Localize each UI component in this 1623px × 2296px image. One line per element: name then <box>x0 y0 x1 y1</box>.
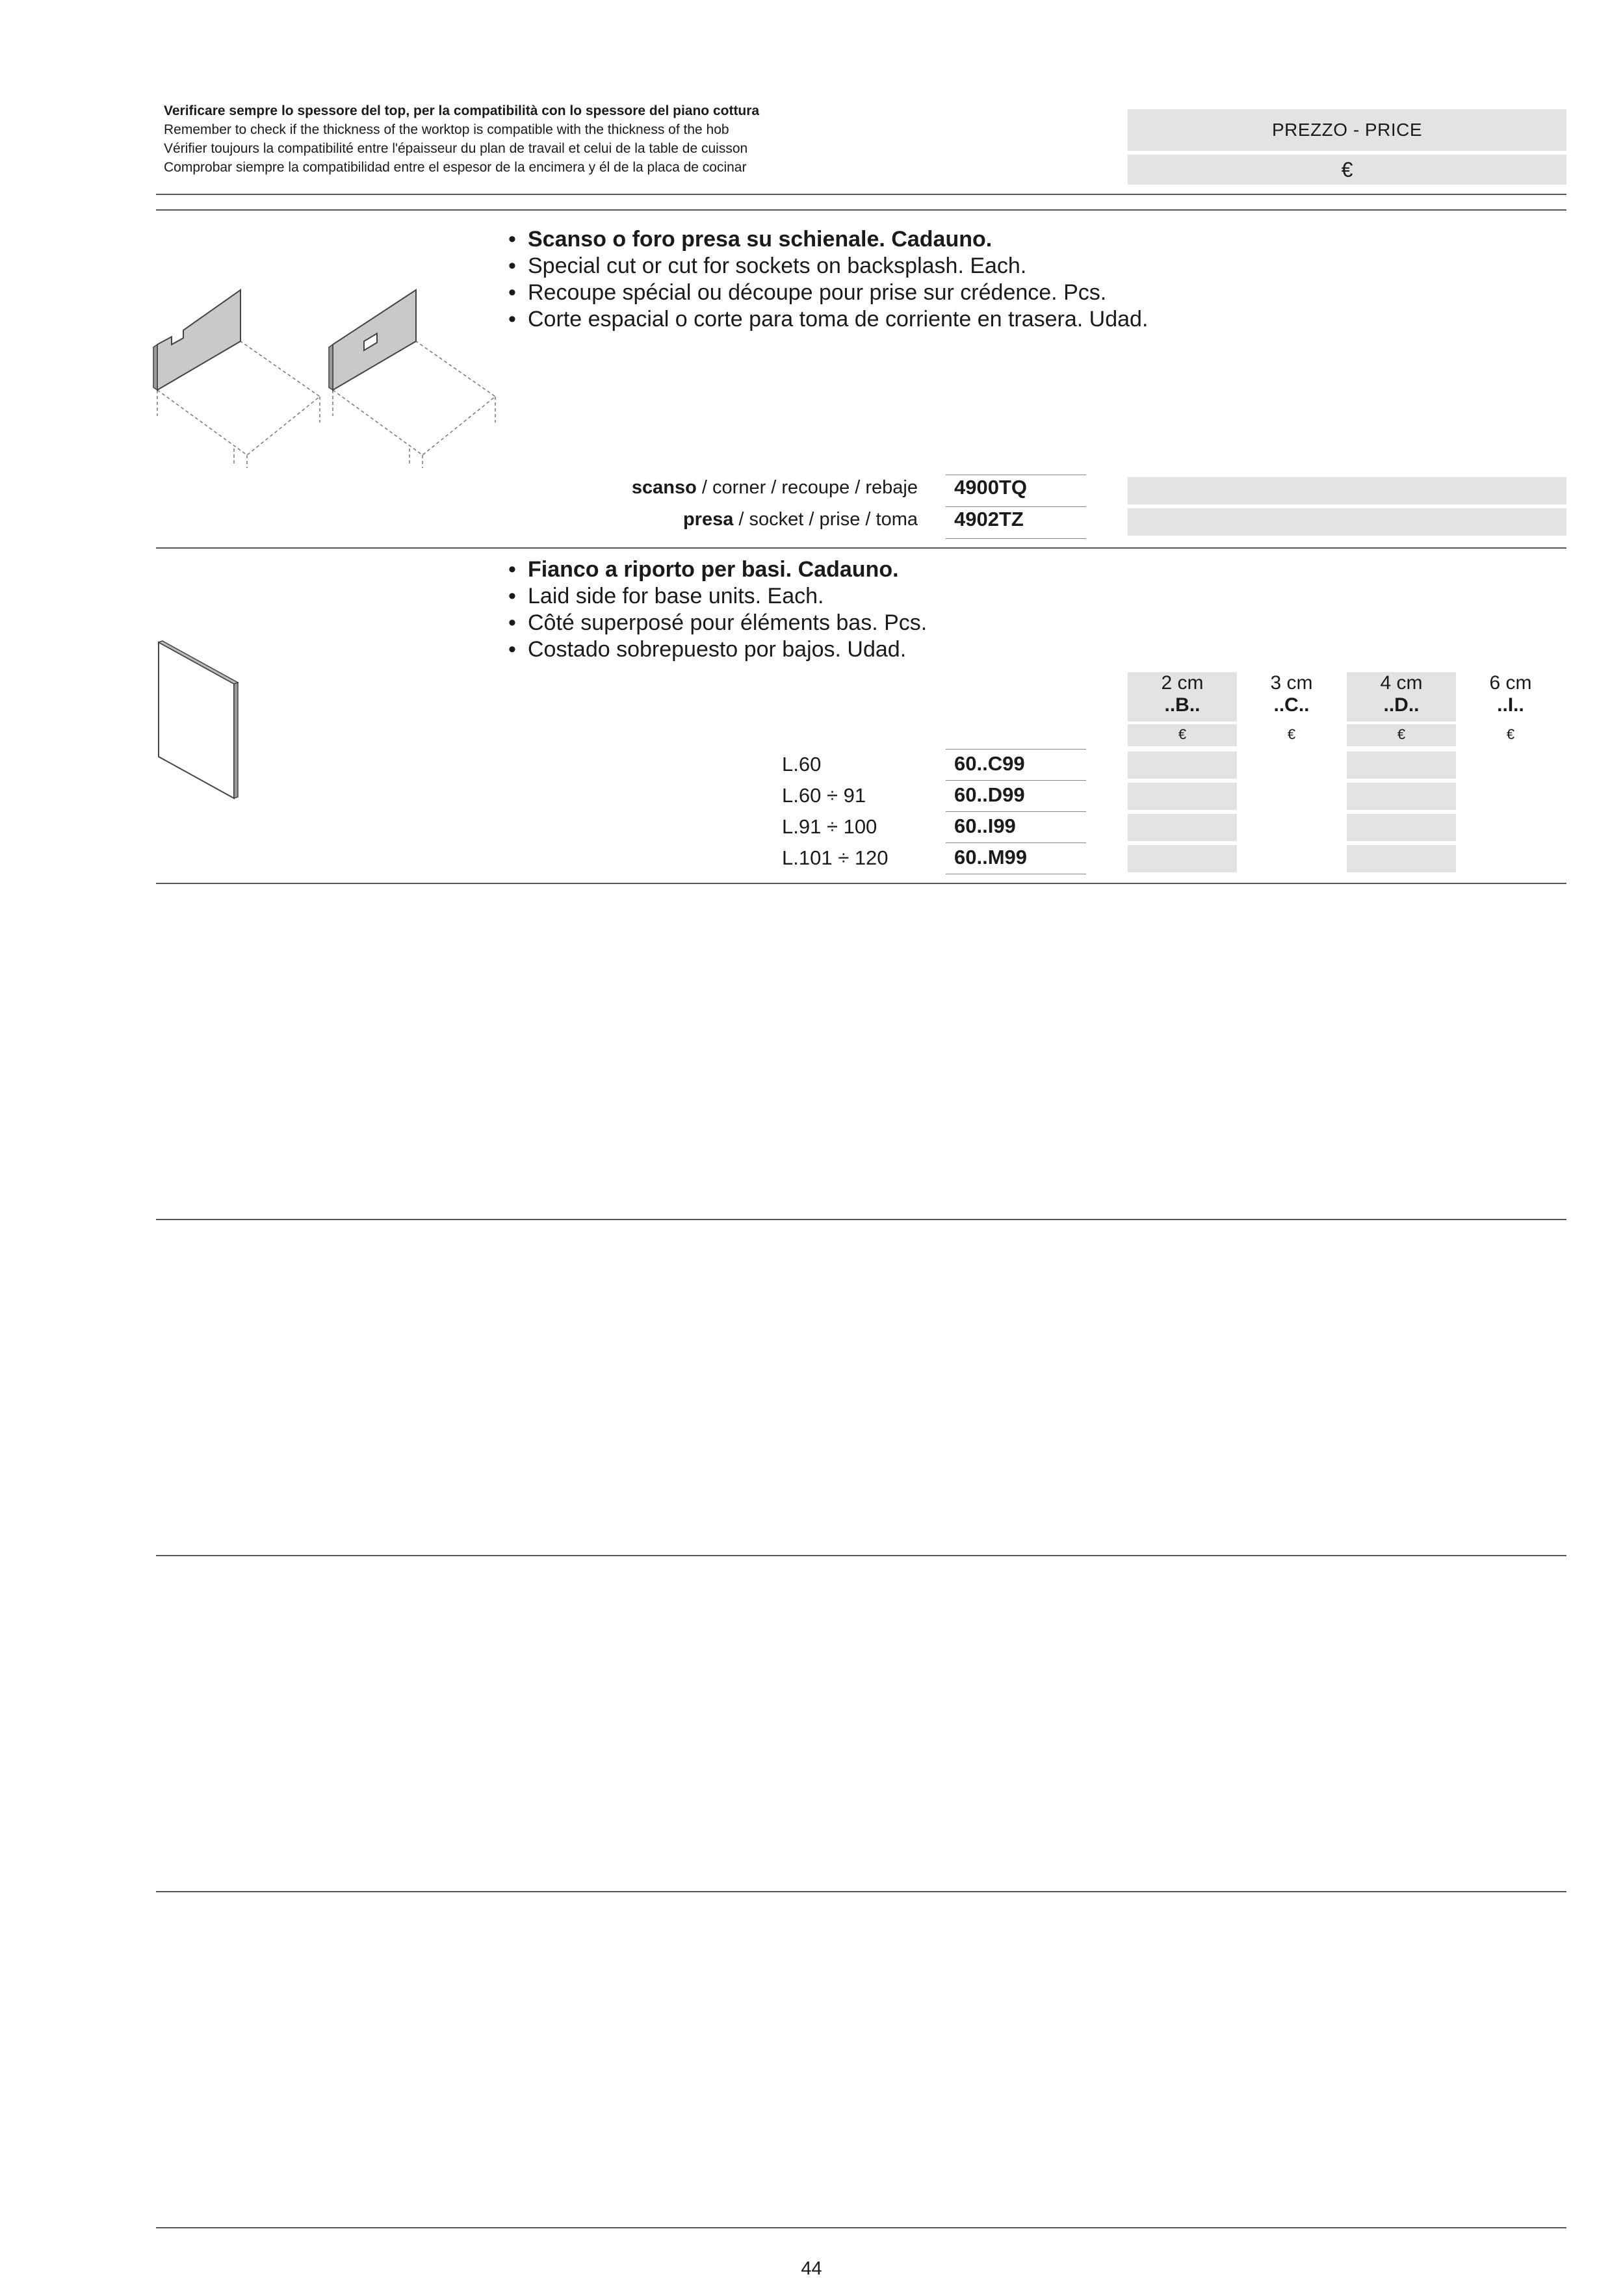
backsplash-cut-illustration <box>149 280 500 475</box>
section2-line-es: Costado sobrepuesto por bajos. Udad. <box>528 637 907 662</box>
price-cell <box>1128 508 1566 536</box>
section1-top-divider <box>156 209 1566 211</box>
section-divider <box>156 1219 1566 1220</box>
column-currency: € <box>1178 726 1187 742</box>
code-rule <box>946 749 1086 750</box>
table-row-label: L.101 ÷ 120 <box>782 846 889 869</box>
table-row-label: L.60 ÷ 91 <box>782 784 866 807</box>
price-cell <box>1128 477 1566 504</box>
thickness-notice <box>164 101 1009 177</box>
table-row-label: scanso / corner / recoupe / rebaje <box>631 477 918 498</box>
section1-description: • Scanso o foro presa su schienale. Cadauno. • Special cut or cut for sockets on backsplash. Each. • Recoupe spécial ou découpe pour prise sur crédence. Pcs. • Corte espacial o corte para toma de corriente en trasera. Udad. <box>508 227 1149 332</box>
section-divider <box>156 1555 1566 1556</box>
product-code: 60..M99 <box>954 846 1028 868</box>
section2-line-en: Laid side for base units. Each. <box>528 584 824 608</box>
section1-line-fr: Recoupe spécial ou découpe pour prise sur crédence. Pcs. <box>528 280 1107 305</box>
section2-line-fr: Côté superposé pour éléments bas. Pcs. <box>528 610 928 635</box>
price-cell <box>1128 783 1237 810</box>
price-cell <box>1128 845 1237 872</box>
product-code: 4900TQ <box>954 476 1028 499</box>
notice-it: Verificare sempre lo spessore del top, per la compatibilità con lo spessore del piano cottura <box>164 103 760 118</box>
table-row-label: L.60 <box>782 753 822 776</box>
product-code: 60..C99 <box>954 752 1025 775</box>
section1-title: Scanso o foro presa su schienale. Cadauno. <box>528 227 993 252</box>
footer-divider <box>156 2227 1566 2228</box>
table-row-label: presa / socket / prise / toma <box>682 509 918 530</box>
price-cell <box>1128 814 1237 841</box>
price-header: PREZZO - PRICE <box>1128 109 1566 151</box>
notice-en: Remember to check if the thickness of the worktop is compatible with the thickness of the hob <box>164 122 729 137</box>
column-currency: € <box>1397 726 1406 742</box>
column-header: 4 cm ..D.. <box>1380 672 1423 716</box>
header-divider <box>156 194 1566 195</box>
section-divider <box>156 883 1566 884</box>
product-code: 60..I99 <box>954 815 1016 837</box>
page-number: 44 <box>801 2258 822 2279</box>
side-panel-illustration <box>155 640 239 802</box>
code-rule <box>946 842 1086 843</box>
price-cell <box>1128 751 1237 779</box>
code-rule <box>946 506 1086 507</box>
table-row-label: L.91 ÷ 100 <box>782 815 877 838</box>
section2-description: • Fianco a riporto per basi. Cadauno. • Laid side for base units. Each. • Côté superposé pour éléments bas. Pcs. • Costado sobrepuesto por bajos. Udad. <box>508 557 928 662</box>
code-rule <box>946 811 1086 812</box>
section2-top-divider <box>156 547 1566 549</box>
code-rule <box>946 780 1086 781</box>
price-cell <box>1347 783 1456 810</box>
column-currency: € <box>1506 726 1515 742</box>
column-header: 2 cm ..B.. <box>1161 672 1204 716</box>
section2-title: Fianco a riporto per basi. Cadauno. <box>528 557 899 582</box>
section1-line-es: Corte espacial o corte para toma de corriente en trasera. Udad. <box>528 307 1149 332</box>
notice-fr: Vérifier toujours la compatibilité entre l'épaisseur du plan de travail et celui de la table de cuisson <box>164 141 748 156</box>
price-currency: € <box>1128 155 1566 185</box>
product-code: 4902TZ <box>954 508 1024 530</box>
section1-line-en: Special cut or cut for sockets on backsplash. Each. <box>528 254 1027 278</box>
column-currency: € <box>1287 726 1296 742</box>
column-header: 6 cm ..I.. <box>1489 672 1532 716</box>
section-divider <box>156 1891 1566 1892</box>
price-cell <box>1347 845 1456 872</box>
product-code: 60..D99 <box>954 783 1025 806</box>
price-cell <box>1347 751 1456 779</box>
notice-es: Comprobar siempre la compatibilidad entre el espesor de la encimera y él de la placa de cocinar <box>164 160 747 175</box>
code-rule <box>946 538 1086 539</box>
column-header: 3 cm ..C.. <box>1270 672 1313 716</box>
price-cell <box>1347 814 1456 841</box>
